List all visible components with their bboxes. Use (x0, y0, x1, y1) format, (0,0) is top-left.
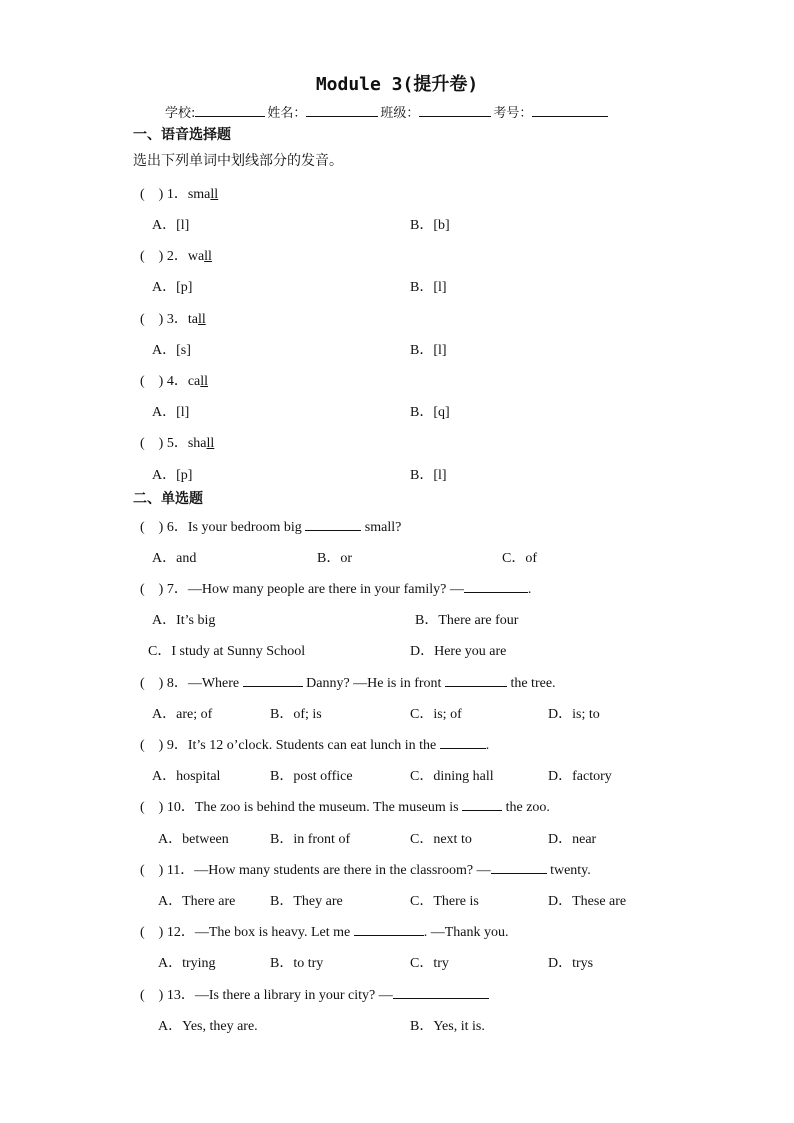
option-a[interactable]: A．trying (158, 956, 216, 971)
option-c[interactable]: C．next to (410, 832, 472, 847)
option-b[interactable]: B．to try (270, 956, 324, 971)
option-c[interactable]: C．I study at Sunny School (148, 644, 306, 659)
question-11: ( ) 11．—How many students are there in the classroom? — twenty. (140, 863, 591, 878)
option-c[interactable]: C．There is (410, 894, 479, 909)
question-number: 3． (166, 312, 188, 327)
underlined-part: ll (200, 374, 209, 389)
question-2: ( ) 2．wall (140, 249, 212, 264)
name-blank[interactable] (306, 104, 378, 117)
class-label: 班级： (380, 106, 420, 121)
underlined-part: ll (210, 187, 219, 202)
question-5: ( ) 5．shall (140, 436, 215, 451)
option-a[interactable]: A．are; of (152, 707, 213, 722)
option-c[interactable]: C．is; of (410, 707, 462, 722)
option-b[interactable]: B．of; is (270, 707, 322, 722)
option-a[interactable]: A．and (152, 551, 197, 566)
question-number: 1． (166, 187, 188, 202)
question-6: ( ) 6．Is your bedroom big small? (140, 520, 402, 535)
answer-blank[interactable] (243, 674, 303, 687)
option-c[interactable]: C．try (410, 956, 449, 971)
option-b[interactable]: B．[q] (410, 405, 450, 420)
question-word: ca (187, 374, 201, 389)
question-stem: 12．—The box is heavy. Let me (166, 925, 351, 940)
question-tail: small? (364, 520, 402, 535)
question-stem: 8．—Where (166, 676, 240, 691)
question-7: ( ) 7．—How many people are there in your family? — . (140, 582, 532, 597)
option-a[interactable]: A．There are (158, 894, 236, 909)
question-word: sha (187, 436, 207, 451)
answer-blank[interactable] (354, 923, 424, 936)
question-word: ta (187, 312, 198, 327)
option-d[interactable]: D．Here you are (410, 644, 507, 659)
option-c[interactable]: C．of (502, 551, 537, 566)
option-d[interactable]: D．trys (548, 956, 594, 971)
question-number: 2． (166, 249, 188, 264)
question-word: wa (187, 249, 205, 264)
question-tail: . (485, 738, 490, 753)
underlined-part: ll (206, 436, 215, 451)
option-a[interactable]: A．[p] (152, 280, 193, 295)
number-label: 考号： (493, 106, 533, 121)
underlined-part: ll (204, 249, 212, 264)
option-b[interactable]: B．post office (270, 769, 353, 784)
option-b[interactable]: B．Yes, it is. (410, 1019, 485, 1034)
question-tail: the tree. (510, 676, 556, 691)
question-1: ( ) 1．small (140, 187, 219, 202)
question-stem: 6．Is your bedroom big (166, 520, 302, 535)
option-a[interactable]: A．Yes, they are. (158, 1019, 258, 1034)
question-10: ( ) 10．The zoo is behind the museum. The museum is the zoo. (140, 800, 550, 815)
question-3: ( ) 3．tall (140, 312, 206, 327)
answer-blank[interactable] (491, 861, 547, 874)
question-tail: the zoo. (505, 800, 550, 815)
question-mid: Danny? —He is in front (306, 676, 442, 691)
option-c[interactable]: C．dining hall (410, 769, 494, 784)
section1-heading: 一、语音选择题 (133, 127, 231, 143)
number-blank[interactable] (532, 104, 608, 117)
question-tail: . (527, 582, 532, 597)
question-4: ( ) 4．call (140, 374, 209, 389)
question-stem: 10．The zoo is behind the museum. The museum is (166, 800, 459, 815)
answer-blank[interactable] (445, 674, 507, 687)
school-label: 学校: (165, 106, 196, 121)
option-a[interactable]: A．[l] (152, 405, 190, 420)
option-b[interactable]: B．[l] (410, 280, 447, 295)
option-d[interactable]: D．is; to (548, 707, 600, 722)
option-a[interactable]: A．[p] (152, 468, 193, 483)
answer-blank[interactable] (462, 798, 502, 811)
option-a[interactable]: A．hospital (152, 769, 221, 784)
name-label: 姓名： (267, 106, 307, 121)
school-blank[interactable] (195, 104, 265, 117)
option-a[interactable]: A．[s] (152, 343, 191, 358)
question-stem: 11．—How many students are there in the classroom? — (166, 863, 491, 878)
question-12: ( ) 12．—The box is heavy. Let me . —Thank you. (140, 925, 509, 940)
question-tail: . —Thank you. (423, 925, 509, 940)
option-b[interactable]: B．[b] (410, 218, 450, 233)
question-number: 4． (166, 374, 188, 389)
question-stem: 9．It’s 12 o’clock. Students can eat lunch in the (166, 738, 437, 753)
option-b[interactable]: B．There are four (415, 613, 519, 628)
option-b[interactable]: B．in front of (270, 832, 351, 847)
answer-blank[interactable] (393, 986, 489, 999)
option-b[interactable]: B．or (317, 551, 352, 566)
question-word: sma (187, 187, 211, 202)
answer-blank[interactable] (440, 736, 486, 749)
class-blank[interactable] (419, 104, 491, 117)
option-d[interactable]: D．factory (548, 769, 612, 784)
option-b[interactable]: B．[l] (410, 468, 447, 483)
question-stem: 7．—How many people are there in your family? — (166, 582, 464, 597)
student-info-row (165, 102, 610, 121)
option-a[interactable]: A．[l] (152, 218, 190, 233)
question-8: ( ) 8．—Where Danny? —He is in front the tree. (140, 676, 556, 691)
section1-instruction: 选出下列单词中划线部分的发音。 (133, 153, 343, 169)
option-b[interactable]: B．[l] (410, 343, 447, 358)
option-d[interactable]: D．near (548, 832, 597, 847)
option-d[interactable]: D．These are (548, 894, 627, 909)
question-tail: twenty. (550, 863, 591, 878)
question-number: 5． (166, 436, 188, 451)
page-title: Module 3(提升卷) (315, 74, 479, 95)
option-a[interactable]: A．It’s big (152, 613, 216, 628)
option-a[interactable]: A．between (158, 832, 229, 847)
question-13: ( ) 13．—Is there a library in your city? — (140, 984, 489, 1004)
answer-blank[interactable] (305, 518, 361, 531)
question-9: ( ) 9．It’s 12 o’clock. Students can eat lunch in the . (140, 738, 490, 753)
option-b[interactable]: B．They are (270, 894, 343, 909)
underlined-part: ll (197, 312, 206, 327)
question-stem: 13．—Is there a library in your city? — (166, 988, 393, 1003)
section2-heading: 二、单选题 (133, 491, 203, 507)
answer-blank[interactable] (464, 580, 528, 593)
